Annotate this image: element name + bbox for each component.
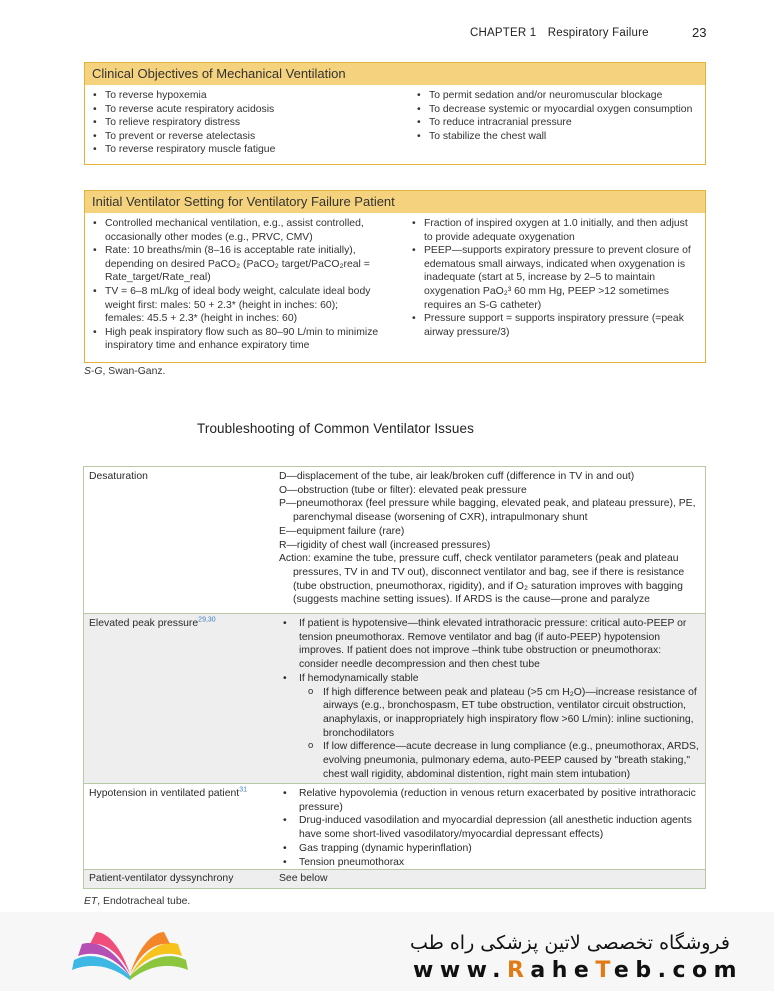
row-content xyxy=(279,784,705,869)
url-part: eb xyxy=(613,958,658,983)
list-item: • Tension pneumothorax xyxy=(279,856,701,870)
table-row xyxy=(84,614,705,784)
list-item: • Fraction of inspired oxygen at 1.0 initially, and then adjust to provide adequate oxygenation xyxy=(410,217,699,244)
list-item: • To permit sedation and/or neuromuscular blockage xyxy=(415,89,699,103)
footnote-abbreviation: ET xyxy=(84,896,98,907)
box-right-column xyxy=(392,217,699,353)
table-row xyxy=(84,784,705,870)
row-label-text: Hypotension in ventilated patient xyxy=(89,788,240,799)
initial-ventilator-setting-box xyxy=(84,190,706,363)
row-content xyxy=(279,614,705,783)
store-url xyxy=(413,958,743,983)
store-name: فروشگاه تخصصی لاتین پزشکی راه طب xyxy=(410,932,730,954)
list-item: • To reverse acute respiratory acidosis xyxy=(91,103,375,117)
running-header xyxy=(470,27,649,39)
row-line: P—pneumothorax (feel pressure while bagging, elevated peak, and plateau pressure), PE, parenchymal disease (worsening of CXR), intrapulmonary shunt xyxy=(279,498,696,524)
list-item: • High peak inspiratory flow such as 80–90 L/min to minimize inspiratory time and enhance expiratory time xyxy=(91,326,380,353)
sub-list-item: o If low difference—acute decrease in lung compliance (e.g., pneumothorax, ARDS, evolving pneumonia, pulmonary edema, auto-PEEP caused by "breath staking," chest wall rigidity, abdominal distention, right main stem intubation) xyxy=(279,740,701,781)
footnote-text: , Endotracheal tube. xyxy=(97,896,191,907)
list-item: • Pressure support = supports inspiratory pressure (=peak airway pressure/3) xyxy=(410,312,699,339)
row-label-text: Elevated peak pressure xyxy=(89,618,199,629)
row-content xyxy=(279,467,705,613)
url-part: ahe xyxy=(530,958,596,983)
row-label xyxy=(84,784,279,869)
list-item: • If hemodynamically stable xyxy=(279,672,701,686)
chapter-label: CHAPTER 1 xyxy=(470,27,537,39)
row-line: O—obstruction (tube or filter): elevated peak pressure xyxy=(279,484,527,496)
list-item: • To decrease systemic or myocardial oxygen consumption xyxy=(415,103,699,117)
reference-superscript: 31 xyxy=(239,786,247,794)
list-item: • Drug-induced vasodilation and myocardial depression (all anesthetic induction agents have some short-lived vasodilatory/myocardial depressant effects) xyxy=(279,814,701,841)
open-book-logo-icon xyxy=(70,926,190,982)
list-item: • Gas trapping (dynamic hyperinflation) xyxy=(279,842,701,856)
troubleshooting-table xyxy=(83,466,706,889)
sub-list-item: o If high difference between peak and plateau (>5 cm H₂O)—increase resistance of airways (e.g., bronchospasm, ET tube obstruction, ventilator circuit obstruction, anaphylaxis, or inappropriately high inspiratory flow >60 L/min): inline suctioning, bronchodilators xyxy=(279,686,701,741)
list-item: • To stabilize the chest wall xyxy=(415,130,699,144)
table-title: Troubleshooting of Common Ventilator Issues xyxy=(197,421,474,436)
table-row xyxy=(84,467,705,614)
list-item: • To reverse respiratory muscle fatigue xyxy=(91,143,375,157)
list-item: • To reduce intracranial pressure xyxy=(415,116,699,130)
row-line: E—equipment failure (rare) xyxy=(279,525,405,537)
list-item: • Relative hypovolemia (reduction in venous return exacerbated by positive intrathoracic pressure) xyxy=(279,787,701,814)
chapter-title: Respiratory Failure xyxy=(547,27,649,39)
row-content: See below xyxy=(279,873,328,884)
url-part: .com xyxy=(657,958,744,983)
list-item: • Rate: 10 breaths/min (8–16 is acceptable rate initially), depending on desired PaCO₂ (PaCO₂ target/PaCO₂real = Rate_target/Rate_real) xyxy=(91,244,380,285)
list-item: • PEEP—supports expiratory pressure to prevent closure of edematous small airways, indicated when oxygenation is inadequate (start at 5, increase by 2–5 to maintain oxygenation PaO₂³ 60 mm Hg, PEEP >12 sometimes requires an S-G catheter) xyxy=(410,244,699,312)
row-line: R—rigidity of chest wall (increased pressures) xyxy=(279,539,491,551)
row-line: Action: examine the tube, pressure cuff, check ventilator parameters (peak and plateau pressures, TV in and TV out), disconnect ventilator and bag, see if there is resistance (tube obstruction, pneumothorax, rigidity), and if O₂ saturation improves with bagging (suggests machine setting issues). If ARDS is the cause—prone and paralyze xyxy=(279,553,685,606)
box-body xyxy=(85,85,705,160)
box-footnote xyxy=(84,366,165,377)
box-title: Clinical Objectives of Mechanical Ventilation xyxy=(85,63,705,85)
page-number: 23 xyxy=(692,25,707,40)
list-item: • To reverse hypoxemia xyxy=(91,89,375,103)
list-item: • TV = 6–8 mL/kg of ideal body weight, calculate ideal body weight first: males: 50 + 2.3* (height in inches: 60); females: 45.5 + 2.3* (height in inches: 60) xyxy=(91,285,380,326)
list-item: • If patient is hypotensive—think elevated intrathoracic pressure: critical auto-PEEP or tension pneumothorax. Remove ventilator and bag (if auto-PEEP) hypotension improves. If patient does not improve –think tube obstruction or pneumothorax: consider needle decompression and then chest tube xyxy=(279,617,701,672)
box-left-column xyxy=(91,217,392,353)
table-row xyxy=(84,870,705,888)
url-part: www. xyxy=(413,958,507,983)
list-item: • To prevent or reverse atelectasis xyxy=(91,130,375,144)
clinical-objectives-box xyxy=(84,62,706,165)
row-label: Desaturation xyxy=(89,471,148,482)
url-part: R xyxy=(506,958,531,983)
box-title: Initial Ventilator Setting for Ventilatory Failure Patient xyxy=(85,191,705,213)
list-item: • Controlled mechanical ventilation, e.g., assist controlled, occasionally other modes (e.g., PRVC, CMV) xyxy=(91,217,380,244)
list-item: • To relieve respiratory distress xyxy=(91,116,375,130)
footnote-text: , Swan-Ganz. xyxy=(102,366,166,377)
box-right-column xyxy=(375,89,699,157)
box-body xyxy=(85,213,705,356)
row-line: D—displacement of the tube, air leak/broken cuff (difference in TV in and out) xyxy=(279,471,635,482)
row-label: Patient-ventilator dyssynchrony xyxy=(89,873,234,884)
table-footnote xyxy=(84,896,190,907)
url-part: T xyxy=(595,958,614,983)
row-label xyxy=(84,614,279,783)
box-left-column xyxy=(91,89,375,157)
reference-superscript: 29,30 xyxy=(198,616,216,624)
footnote-abbreviation: S-G xyxy=(84,366,103,377)
